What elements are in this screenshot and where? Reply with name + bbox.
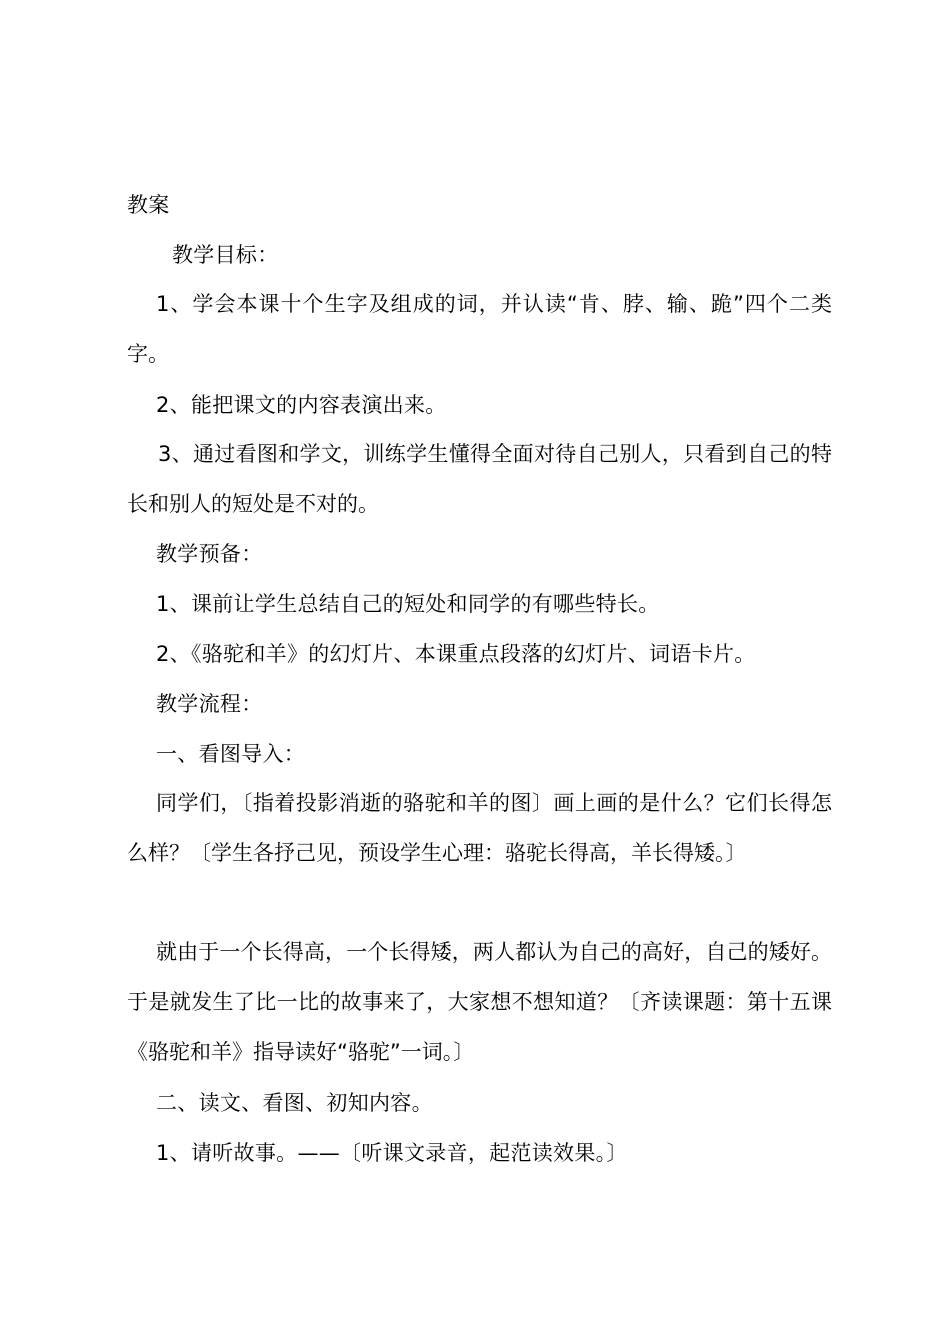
step2-item-1: 1、请听故事。——〔听课文录音，起范读效果。〕 (156, 1141, 628, 1165)
objective-item-2: 2、能把课文的内容表演出来。 (156, 393, 447, 417)
document-title: 教案 (127, 193, 170, 217)
preparation-heading: 教学预备： (156, 542, 263, 566)
objectives-heading: 教学目标： (172, 243, 279, 267)
objective-item-1: 1、学会本课十个生字及组成的词，并认读“肯、脖、输、跪”四个二类字。 (127, 292, 832, 366)
preparation-item-1: 1、课前让学生总结自己的短处和同学的有哪些特长。 (156, 592, 660, 616)
step1-paragraph-2: 就由于一个长得高，一个长得矮，两人都认为自己的高好，自己的矮好。于是就发生了比一比的故事来了，大家想不想知道？〔齐读课题：第十五课《骆驼和羊》指导读好“骆驼”一词。〕 (127, 940, 832, 1064)
preparation-item-2: 2、《骆驼和羊》的幻灯片、本课重点段落的幻灯片、词语卡片。 (156, 642, 756, 666)
objective-item-3: 3、通过看图和学文，训练学生懂得全面对待自己别人，只看到自己的特长和别人的短处是不对的。 (127, 442, 832, 516)
process-heading: 教学流程： (156, 692, 263, 716)
step1-heading: 一、看图导入： (156, 742, 306, 766)
step1-paragraph-1: 同学们，〔指着投影消逝的骆驼和羊的图〕画上画的是什么？它们长得怎么样？〔学生各抒己见，预设学生心理：骆驼长得高，羊长得矮。〕 (127, 791, 832, 865)
step2-heading: 二、读文、看图、初知内容。 (156, 1091, 433, 1115)
